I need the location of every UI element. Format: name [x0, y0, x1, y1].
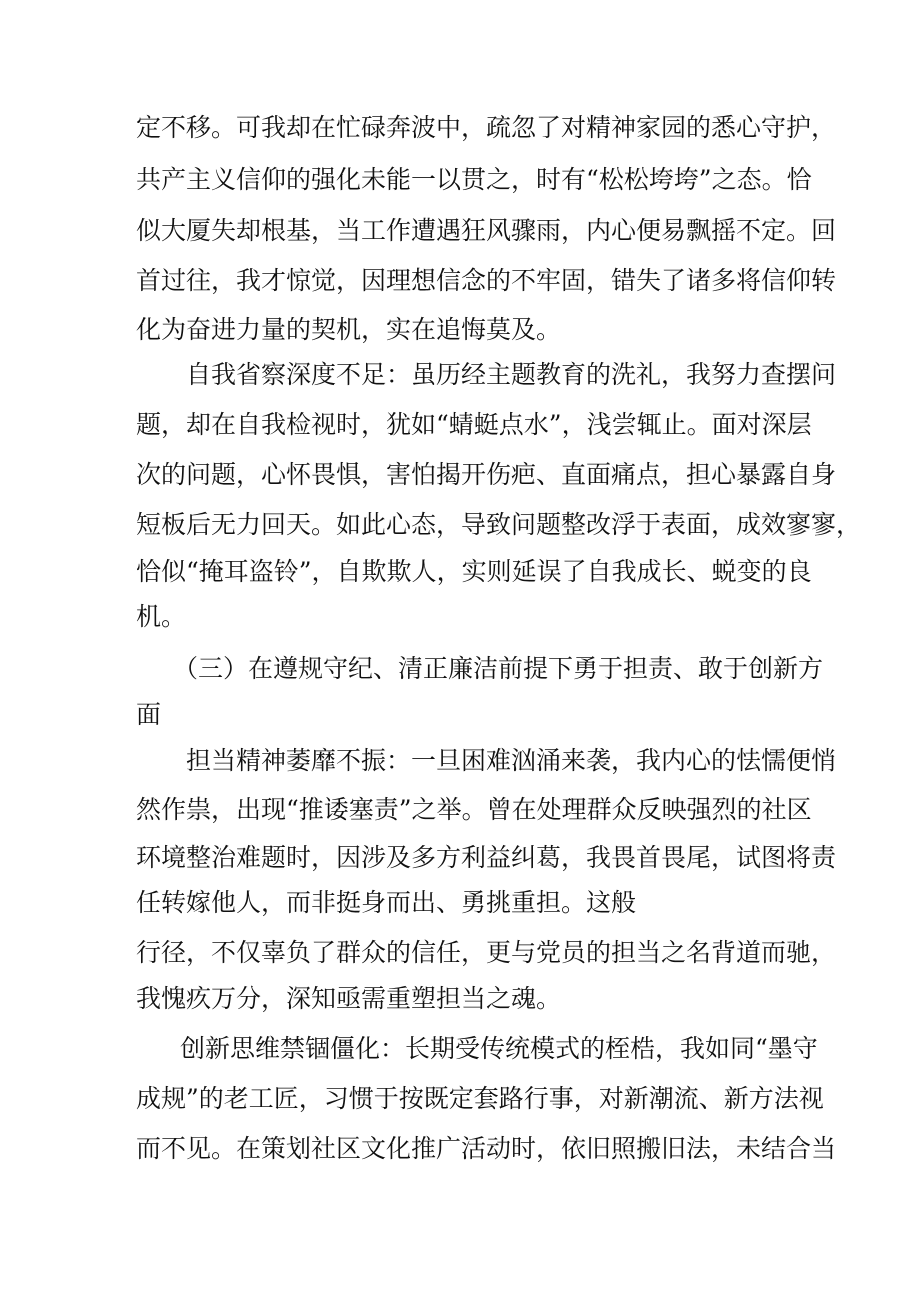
text-line-4: 首过往，我才惊觉，因理想信念的不牢固，错失了诸多将信仰转	[136, 266, 837, 295]
text-line-10: 恰似“掩耳盗铃”，自欺欺人，实则延误了自我成长、蜕变的良	[136, 557, 812, 586]
text-line-19: 我愧疚万分，深知亟需重塑担当之魂。	[136, 984, 562, 1013]
text-line-11: 机。	[136, 602, 187, 631]
text-line-15: 然作祟，出现“推诿塞责”之举。曾在处理群众反映强烈的社区	[136, 795, 812, 824]
text-line-22: 而不见。在策划社区文化推广活动时，依旧照搬旧法，未结合当	[136, 1134, 837, 1163]
text-line-9: 短板后无力回天。如此心态，导致问题整改浮于表面，成效寥寥，	[136, 510, 862, 539]
section-heading-three: （三）在遵规守纪、清正廉洁前提下勇于担责、敢于创新方	[173, 654, 824, 683]
text-line-7: 题，却在自我检视时，犹如“蜻蜓点水”，浅尝辄止。面对深层	[136, 410, 812, 439]
text-line-3: 似大厦失却根基，当工作遭遇狂风骤雨，内心便易飘摇不定。回	[136, 216, 837, 245]
text-line-17: 任转嫁他人，而非挺身而出、勇挑重担。这般	[136, 888, 637, 917]
text-line-18: 行径，不仅辜负了群众的信任，更与党员的担当之名背道而驰，	[136, 938, 837, 967]
text-line-2: 共产主义信仰的强化未能一以贯之，时有“松松垮垮”之态。恰	[136, 165, 812, 194]
section-heading-continuation: 面	[136, 700, 162, 729]
text-line-8: 次的问题，心怀畏惧，害怕揭开伤疤、直面痛点，担心暴露自身	[136, 460, 837, 489]
text-line-5: 化为奋进力量的契机，实在追悔莫及。	[136, 315, 562, 344]
text-line-21: 成规”的老工匠，习惯于按既定套路行事，对新潮流、新方法视	[136, 1084, 824, 1113]
paragraph-responsibility: 担当精神萎靡不振：一旦困难汹涌来袭，我内心的怯懦便悄	[186, 746, 837, 775]
text-line-1: 定不移。可我却在忙碌奔波中，疏忽了对精神家园的悉心守护，	[136, 113, 837, 142]
paragraph-self-examination: 自我省察深度不足：虽历经主题教育的洗礼，我努力查摆问	[186, 360, 837, 389]
paragraph-innovation: 创新思维禁锢僵化：长期受传统模式的桎梏，我如同“墨守	[180, 1034, 818, 1063]
text-line-16: 环境整治难题时，因涉及多方利益纠葛，我畏首畏尾，试图将责	[136, 843, 837, 872]
